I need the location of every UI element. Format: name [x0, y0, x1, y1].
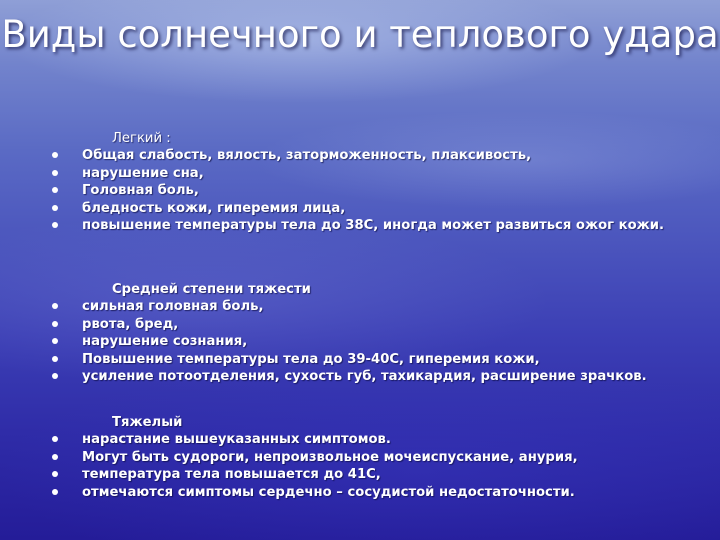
- list-item: [52, 200, 702, 217]
- list-item-text: нарастание вышеуказанных симптомов.: [82, 432, 391, 448]
- list-item: [52, 431, 702, 448]
- list-item-text: повышение температуры тела до 38С, иногда может развиться ожог кожи.: [82, 218, 665, 234]
- list-item-text: отмечаются симптомы сердечно – сосудистой недостаточности.: [82, 484, 575, 500]
- list-item-text: температура тела повышается до 41С,: [82, 467, 381, 483]
- list-item: [52, 351, 702, 368]
- list-item: [52, 316, 702, 333]
- list-item: [52, 182, 702, 199]
- bullet-icon: [52, 170, 58, 176]
- list-item: [52, 466, 702, 483]
- list-item-text: бледность кожи, гиперемия лица,: [82, 200, 346, 216]
- bullet-icon: [52, 152, 58, 158]
- list-item: [52, 484, 702, 501]
- list-item-text: усиление потоотделения, сухость губ, тахикардия, расширение зрачков.: [82, 369, 647, 385]
- section-mild: [52, 130, 702, 234]
- list-item: [52, 165, 702, 182]
- bullet-icon: [52, 373, 58, 379]
- list-item-text: Могут быть судороги, непроизвольное мочеиспускание, анурия,: [82, 449, 578, 465]
- bullet-icon: [52, 338, 58, 344]
- list-item-text: нарушение сознания,: [82, 334, 248, 350]
- list-item: [52, 147, 702, 164]
- bullet-icon: [52, 356, 58, 362]
- bullet-icon: [52, 205, 58, 211]
- bullet-icon: [52, 187, 58, 193]
- list-item: [52, 298, 702, 315]
- list-item: [52, 368, 702, 385]
- list-item: [52, 449, 702, 466]
- section-heading-mild: [52, 130, 702, 147]
- list-item-text: рвота, бред,: [82, 316, 179, 332]
- bullet-list-mild: [52, 147, 702, 234]
- section-heading-moderate: Средней степени тяжести: [112, 282, 311, 297]
- section-moderate: [52, 281, 702, 385]
- section-heading-severe: Тяжелый: [112, 415, 183, 430]
- list-item-text: сильная головная боль,: [82, 299, 264, 315]
- bullet-icon: [52, 321, 58, 327]
- list-item-text: нарушение сна,: [82, 165, 204, 181]
- section-severe: [52, 414, 702, 501]
- list-item-text: Головная боль,: [82, 183, 199, 199]
- bullet-icon: [52, 303, 58, 309]
- section-heading-text: Легкий: [112, 131, 163, 146]
- list-item-text: Общая слабость, вялость, заторможенность, плаксивость,: [82, 148, 532, 164]
- bullet-icon: [52, 436, 58, 442]
- bullet-list-moderate: [52, 298, 702, 385]
- bullet-icon: [52, 471, 58, 477]
- list-item: [52, 217, 702, 234]
- bullet-icon: [52, 454, 58, 460]
- bullet-icon: [52, 222, 58, 228]
- slide-title: Виды солнечного и теплового удара: [1, 13, 719, 56]
- section-heading-suffix: :: [162, 131, 171, 146]
- list-item-text: Повышение температуры тела до 39-40С, гиперемия кожи,: [82, 351, 540, 367]
- bullet-icon: [52, 489, 58, 495]
- bullet-list-severe: [52, 431, 702, 501]
- list-item: [52, 333, 702, 350]
